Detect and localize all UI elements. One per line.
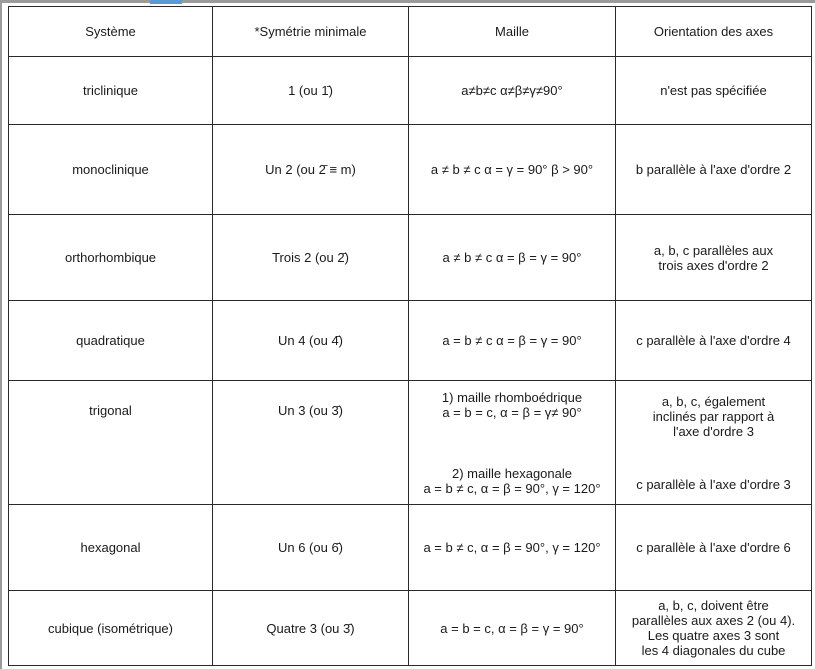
cell-systeme: hexagonal xyxy=(9,505,213,591)
cell-maille: a = b ≠ c, α = β = 90°, γ = 120° xyxy=(409,505,616,591)
cell-systeme: monoclinique xyxy=(9,125,213,215)
table-row xyxy=(9,57,812,125)
spacer xyxy=(620,439,807,477)
cell-orientation: n'est pas spécifiée xyxy=(616,57,812,125)
cell-orientation: c parallèle à l'axe d'ordre 6 xyxy=(616,505,812,591)
maille-hexagonale xyxy=(413,466,611,496)
table-row xyxy=(9,381,812,505)
maille-line: 2) maille hexagonale xyxy=(452,465,572,481)
cell-symetrie: Un 6 (ou 6̄) xyxy=(213,505,409,591)
spacer xyxy=(413,420,611,466)
cell-orientation: b parallèle à l'axe d'ordre 2 xyxy=(616,125,812,215)
cell-systeme: quadratique xyxy=(9,301,213,381)
orientation-line: trois axes d'ordre 2 xyxy=(658,257,769,273)
cell-maille: a ≠ b ≠ c α = β = γ = 90° xyxy=(409,215,616,301)
cell-systeme: cubique (isométrique) xyxy=(9,591,213,666)
cell-systeme: trigonal xyxy=(9,381,213,505)
orientation-line: l'axe d'ordre 3 xyxy=(673,423,754,439)
cell-systeme: orthorhombique xyxy=(9,215,213,301)
table-row xyxy=(9,125,812,215)
cell-orientation xyxy=(616,591,812,666)
orientation-line: a, b, c, également xyxy=(661,393,766,409)
orientation-line: les 4 diagonales du cube xyxy=(641,643,786,658)
cell-symetrie: Quatre 3 (ou 3̄) xyxy=(213,591,409,666)
orientation-rhomboedrique xyxy=(620,394,807,439)
orientation-line: a, b, c parallèles aux xyxy=(653,242,774,258)
maille-rhomboedrique xyxy=(413,390,611,420)
top-accent-mark xyxy=(150,0,182,4)
orientation-line: c parallèle à l'axe d'ordre 3 xyxy=(636,476,791,492)
header-row xyxy=(9,7,812,57)
header-systeme: Système xyxy=(9,7,213,57)
cell-symetrie: Un 2 (ou 2̄ ≡ m) xyxy=(213,125,409,215)
orientation-line: parallèles aux axes 2 (ou 4). xyxy=(631,613,796,628)
maille-line: 1) maille rhomboédrique xyxy=(441,389,583,405)
maille-line: a = b ≠ c, α = β = 90°, γ = 120° xyxy=(423,480,601,496)
table-row xyxy=(9,505,812,591)
cell-symetrie: 1 (ou 1̄) xyxy=(213,57,409,125)
cell-maille: a≠b≠c α≠β≠γ≠90° xyxy=(409,57,616,125)
cell-maille xyxy=(409,381,616,505)
cell-orientation xyxy=(616,381,812,505)
header-orientation: Orientation des axes xyxy=(616,7,812,57)
table-row xyxy=(9,301,812,381)
orientation-line: inclinés par rapport à xyxy=(652,408,775,424)
cell-maille: a = b = c, α = β = γ = 90° xyxy=(409,591,616,666)
header-maille: Maille xyxy=(409,7,616,57)
cell-symetrie: Un 4 (ou 4̄) xyxy=(213,301,409,381)
table-row xyxy=(9,215,812,301)
crystal-systems-table xyxy=(8,6,812,666)
cell-symetrie: Un 3 (ou 3̄) xyxy=(213,381,409,505)
cell-orientation: c parallèle à l'axe d'ordre 4 xyxy=(616,301,812,381)
cell-maille: a ≠ b ≠ c α = γ = 90° β > 90° xyxy=(409,125,616,215)
cell-maille: a = b ≠ c α = β = γ = 90° xyxy=(409,301,616,381)
table-row xyxy=(9,591,812,666)
orientation-line: Les quatre axes 3 sont xyxy=(647,628,780,643)
header-symetrie: *Symétrie minimale xyxy=(213,7,409,57)
maille-line: a = b = c, α = β = γ≠ 90° xyxy=(442,404,582,420)
cell-systeme: triclinique xyxy=(9,57,213,125)
orientation-line: a, b, c, doivent être xyxy=(658,598,769,613)
cell-symetrie: Trois 2 (ou 2̄) xyxy=(213,215,409,301)
cell-orientation xyxy=(616,215,812,301)
